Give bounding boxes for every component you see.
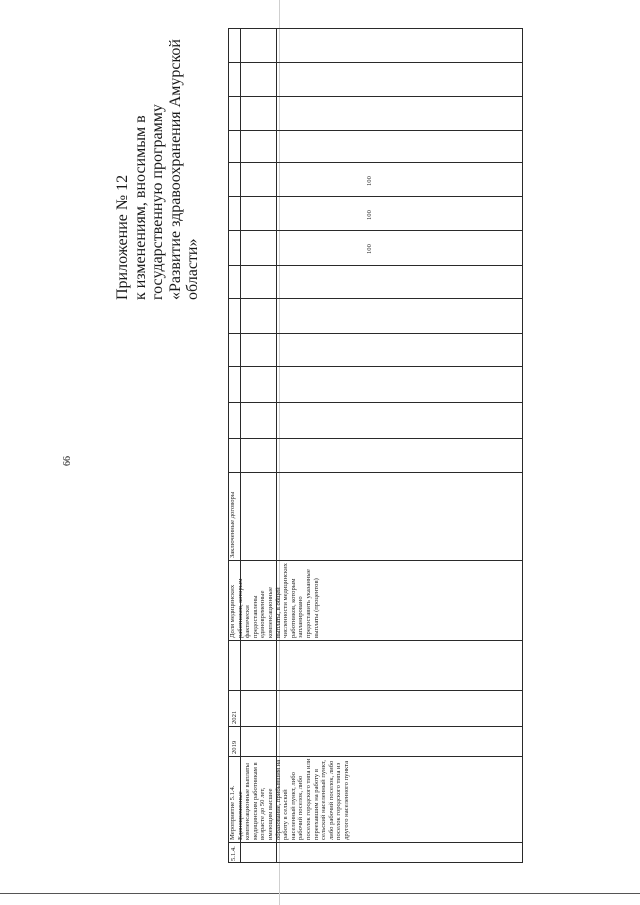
target-value: 100 [366, 176, 373, 186]
row-line [228, 130, 523, 131]
heading-line-1: Приложение № 12 [114, 174, 131, 300]
row-line [228, 640, 523, 641]
page-number: 66 [62, 456, 73, 466]
row-line [228, 438, 523, 439]
row-line [228, 196, 523, 197]
target-value: 100 [366, 210, 373, 220]
row-line [228, 756, 523, 757]
table-border-bottom [228, 862, 523, 863]
row-line [228, 265, 523, 266]
row-line [228, 472, 523, 473]
row-line [228, 230, 523, 231]
heading-line-3: государственную программу [149, 104, 166, 300]
row-line [228, 298, 523, 299]
row-line [228, 560, 523, 561]
year-end: 2021 [231, 710, 238, 724]
contracts-text: Заключенные договоры [229, 491, 236, 558]
table-border-right [522, 28, 523, 863]
measure-description: Мероприятие 5.1.4. Единовременные компенсационные выплаты медицинским работникам в возрасте до 50 лет, имеющим высшее образование, прибывшим на работу в сельский населенный пункт, либо рабочий поселок, либо поселок городского типа или переехавшим на работу в сельский населенный пункт, либо рабочий поселок, либо поселок городского типа из другого населенного пункта [229, 758, 350, 840]
column-line [276, 28, 277, 863]
row-line [228, 62, 523, 63]
appendix-heading [114, 39, 202, 300]
table-border-top [228, 28, 523, 29]
row-line [228, 726, 523, 727]
row-line [228, 366, 523, 367]
row-line [228, 333, 523, 334]
measure-code: 5.1.4. [230, 846, 237, 861]
indicator-text: Доля медицинских работников, которым фактически предоставлены единовременные компенсационные выплаты, в общей численности медицинских работников, которым запланировано предоставить указанные выплаты (процентов) [229, 563, 320, 638]
heading-line-4: «Развитие здравоохранения Амурской [166, 39, 184, 300]
table-border-left [228, 28, 229, 863]
row-line [228, 842, 523, 843]
row-line [228, 162, 523, 163]
row-line [228, 402, 523, 403]
row-line [228, 690, 523, 691]
scan-border-line [0, 893, 640, 894]
row-line [228, 96, 523, 97]
target-value: 100 [366, 244, 373, 254]
heading-line-5: области» [184, 238, 201, 300]
heading-line-2: к изменениям, вносимым в [131, 115, 149, 300]
year-start: 2019 [231, 740, 238, 754]
